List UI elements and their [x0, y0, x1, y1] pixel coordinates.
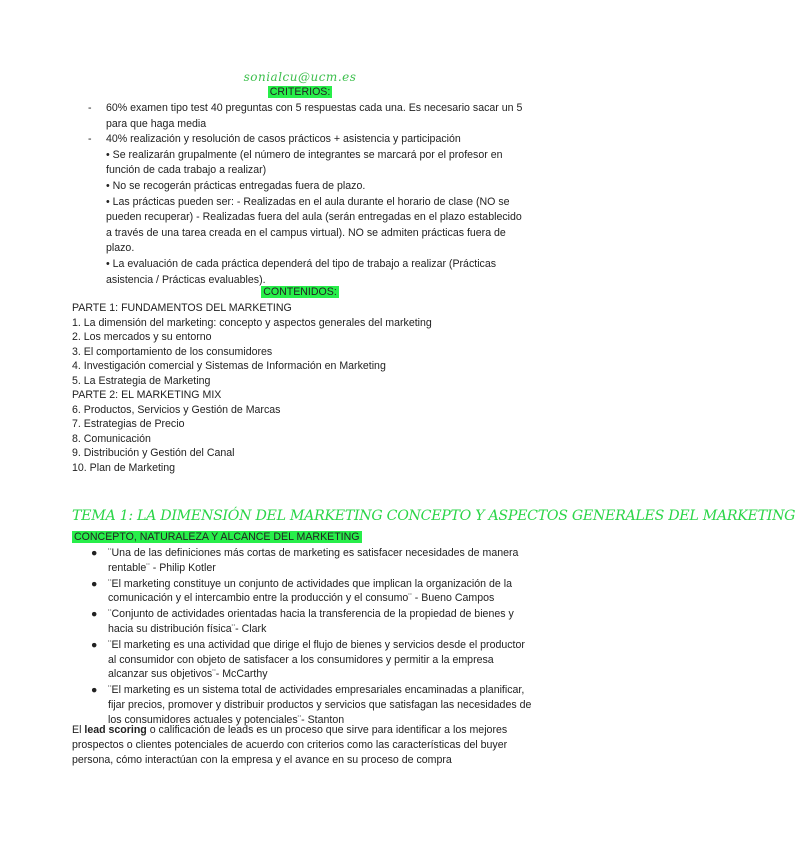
contenidos-heading-row [0, 286, 600, 298]
author-email: sonialcu@ucm.es [243, 70, 357, 84]
criterio-item [70, 101, 530, 132]
bullet-dot: ● [91, 608, 98, 621]
contenidos-line: 7. Estrategias de Precio [72, 418, 185, 430]
definition-item [72, 638, 532, 682]
lead-scoring-paragraph [72, 723, 532, 768]
contenidos-heading: CONTENIDOS: [263, 286, 337, 298]
contenidos-list [72, 301, 532, 475]
contenidos-line: 5. La Estrategia de Marketing [72, 374, 211, 387]
contenidos-line: 2. Los mercados y su entorno [72, 331, 212, 343]
section-heading-row [72, 531, 362, 543]
bullet-dot: ● [91, 638, 98, 651]
criterio-subitem: • Las prácticas pueden ser: - Realizadas en el aula durante el horario de clase (NO se pueden recuperar) - Realizadas fuera del aula (serán entregadas en el plazo establecido a través de una tarea creada en el campus virtual). NO se admiten prácticas fuera de plazo. [106, 195, 522, 255]
contenidos-line: 3. El comportamiento de los consumidores [72, 345, 273, 358]
definition-item [72, 546, 532, 576]
contenidos-line: 1. La dimensión del marketing: concepto y aspectos generales del marketing [72, 316, 432, 329]
section-heading: CONCEPTO, NATURALEZA Y ALCANCE DEL MARKETING [74, 531, 360, 543]
tema-title: TEMA 1: LA DIMENSIÓN DEL MARKETING CONCEPTO Y ASPECTOS GENERALES DEL MARKETING [72, 508, 795, 524]
lead-scoring-term: lead scoring [84, 724, 147, 736]
criterio-text: 40% realización y resolución de casos prácticos + asistencia y participación [106, 133, 461, 146]
dash-bullet: - [88, 102, 92, 114]
criterio-item [70, 132, 530, 148]
criterios-list [70, 101, 530, 288]
definition-text: ¨El marketing es una actividad que dirige el flujo de bienes y servicios desde el productor al consumidor con objeto de satisfacer a los consumidores y permitir a la empresa alcanzar sus objetivos¨- McCarthy [108, 638, 525, 681]
definition-text: ¨El marketing es un sistema total de actividades empresariales encaminadas a planificar, fijar precios, promover y distribuir productos y servicios que satisfagan las necesidades de los consumidores actuales y potenciales¨- Stanton [108, 684, 532, 726]
contenidos-line: 4. Investigación comercial y Sistemas de Información en Marketing [72, 360, 386, 372]
criterio-subitem: • No se recogerán prácticas entregadas fuera de plazo. [106, 179, 366, 192]
contenidos-line: 8. Comunicación [72, 432, 151, 445]
definition-text: ¨Conjunto de actividades orientadas hacia la transferencia de la propiedad de bienes y hacia su distribución física¨- Clark [108, 608, 514, 635]
bullet-dot: ● [91, 577, 98, 590]
contenidos-line: PARTE 1: FUNDAMENTOS DEL MARKETING [72, 302, 292, 314]
definition-item [72, 683, 532, 727]
criterios-heading: CRITERIOS: [269, 86, 331, 98]
criterio-subitem: • Se realizarán grupalmente (el número de integrantes se marcará por el profesor en función de cada trabajo a realizar) [106, 148, 503, 177]
definitions-list [72, 546, 532, 729]
criterio-subitem: • La evaluación de cada práctica dependerá del tipo de trabajo a realizar (Prácticas asistencia / Prácticas evaluables). [106, 257, 497, 286]
criterios-heading-row [0, 86, 600, 98]
contenidos-line: 10. Plan de Marketing [72, 461, 176, 474]
lead-prefix: El [72, 724, 85, 736]
bullet-dot: ● [91, 684, 98, 697]
contenidos-line: 9. Distribución y Gestión del Canal [72, 447, 235, 459]
definition-item [72, 607, 532, 637]
lead-rest: o calificación de leads es un proceso que sirve para identificar a los mejores prospectos o clientes potenciales de acuerdo con criterios como las características del buyer persona, cómo interactúan con la empresa y el avance en su proceso de compra [72, 724, 508, 766]
definition-item [72, 577, 532, 607]
bullet-dot: ● [91, 547, 98, 559]
definition-text: ¨Una de las definiciones más cortas de marketing es satisfacer necesidades de manera rentable¨ - Philip Kotler [108, 547, 519, 574]
contenidos-line: PARTE 2: EL MARKETING MIX [72, 389, 222, 401]
dash-bullet: - [88, 133, 92, 146]
criterio-text: 60% examen tipo test 40 preguntas con 5 respuestas cada una. Es necesario sacar un 5 para que haga media [106, 102, 523, 130]
definition-text: ¨El marketing constituye un conjunto de actividades que implican la organización de la comunicación y el intercambio entre la producción y el consumo¨ - Bueno Campos [108, 577, 512, 605]
contenidos-line: 6. Productos, Servicios y Gestión de Marcas [72, 403, 281, 416]
